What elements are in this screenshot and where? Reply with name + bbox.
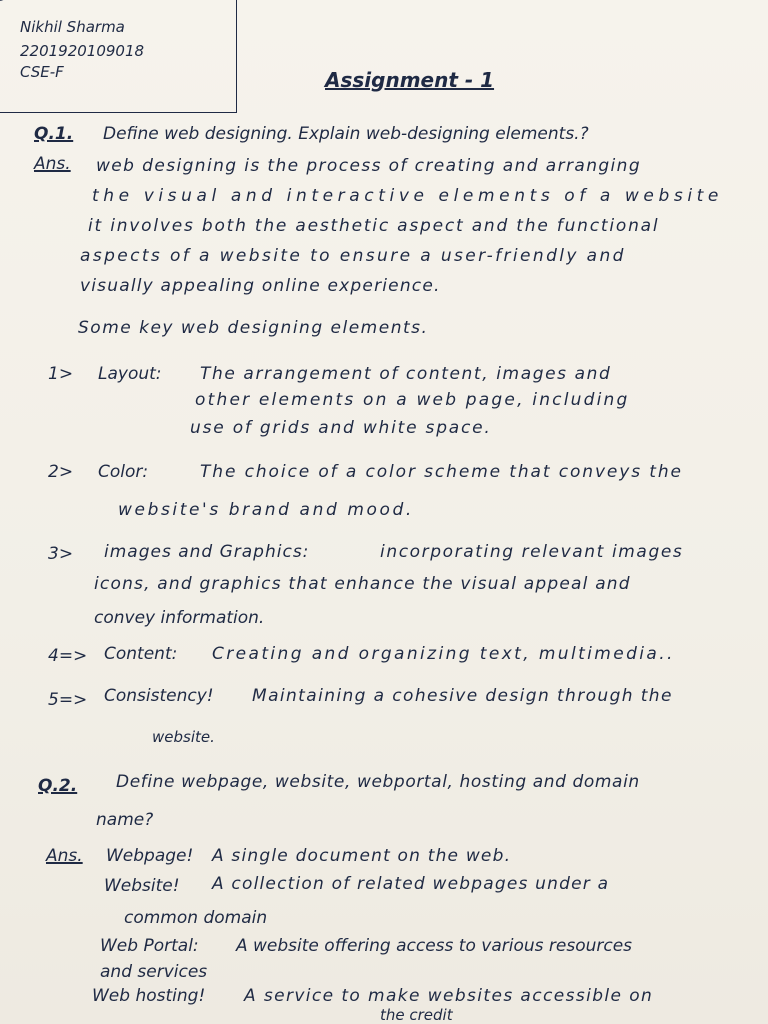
item-text: incorporating relevant images xyxy=(380,542,684,562)
q1-label: Q.1. xyxy=(34,124,74,144)
q1-answer-label: Ans. xyxy=(34,154,71,174)
item-number: 2> xyxy=(48,462,74,482)
item-text: The choice of a color scheme that conveys the xyxy=(200,462,683,482)
def-term: Web Portal: xyxy=(100,936,199,956)
q1-answer-line: web designing is the process of creating and arranging xyxy=(96,156,642,176)
item-term: images and Graphics: xyxy=(104,542,310,562)
section: CSE-F xyxy=(20,63,64,81)
q1-answer-line: visually appealing online experience. xyxy=(80,276,441,296)
q2-label: Q.2. xyxy=(38,776,78,796)
def-term: Webpage! xyxy=(106,846,194,866)
item-text: icons, and graphics that enhance the visual appeal and xyxy=(94,574,631,594)
item-term: Layout: xyxy=(98,364,162,384)
item-number: 3> xyxy=(48,544,74,564)
item-text: Creating and organizing text, multimedia.. xyxy=(212,644,675,664)
item-term: Content: xyxy=(104,644,178,664)
student-name: Nikhil Sharma xyxy=(20,18,125,36)
q1-question: Define web designing. Explain web-designing elements.? xyxy=(103,124,589,144)
item-text: website. xyxy=(152,728,215,746)
item-text: The arrangement of content, images and xyxy=(200,364,612,384)
q1-answer-line: the visual and interactive elements of a website xyxy=(92,186,723,206)
def-term: Web hosting! xyxy=(92,986,206,1006)
q2-answer-label: Ans. xyxy=(46,846,83,866)
q1-answer-line: aspects of a website to ensure a user-friendly and xyxy=(80,246,626,266)
roll-number: 2201920109018 xyxy=(20,42,145,60)
def-text: common domain xyxy=(124,908,268,928)
def-text: A single document on the web. xyxy=(212,846,512,866)
item-term: Consistency! xyxy=(104,686,214,706)
q1-answer-line: it involves both the aesthetic aspect and the functional xyxy=(88,216,660,236)
def-text: A service to make websites accessible on xyxy=(244,986,654,1006)
def-text: A collection of related webpages under a xyxy=(212,874,610,894)
item-text: use of grids and white space. xyxy=(190,418,492,438)
def-text: and services xyxy=(100,962,208,982)
def-term: Website! xyxy=(104,876,180,896)
def-text: A website offering access to various resources xyxy=(236,936,633,956)
def-text: the credit xyxy=(380,1006,453,1024)
item-number: 4=> xyxy=(48,646,88,666)
page-title: Assignment - 1 xyxy=(325,68,495,92)
key-elements-heading: Some key web designing elements. xyxy=(78,318,429,338)
q2-question: Define webpage, website, webportal, hosting and domain xyxy=(116,772,640,792)
item-term: Color: xyxy=(98,462,149,482)
item-text: other elements on a web page, including xyxy=(195,390,630,410)
item-number: 1> xyxy=(48,364,74,384)
item-text: website's brand and mood. xyxy=(118,500,414,520)
item-number: 5=> xyxy=(48,690,88,710)
item-text: convey information. xyxy=(94,608,265,628)
item-text: Maintaining a cohesive design through the xyxy=(252,686,673,706)
q2-question-cont: name? xyxy=(96,810,154,830)
